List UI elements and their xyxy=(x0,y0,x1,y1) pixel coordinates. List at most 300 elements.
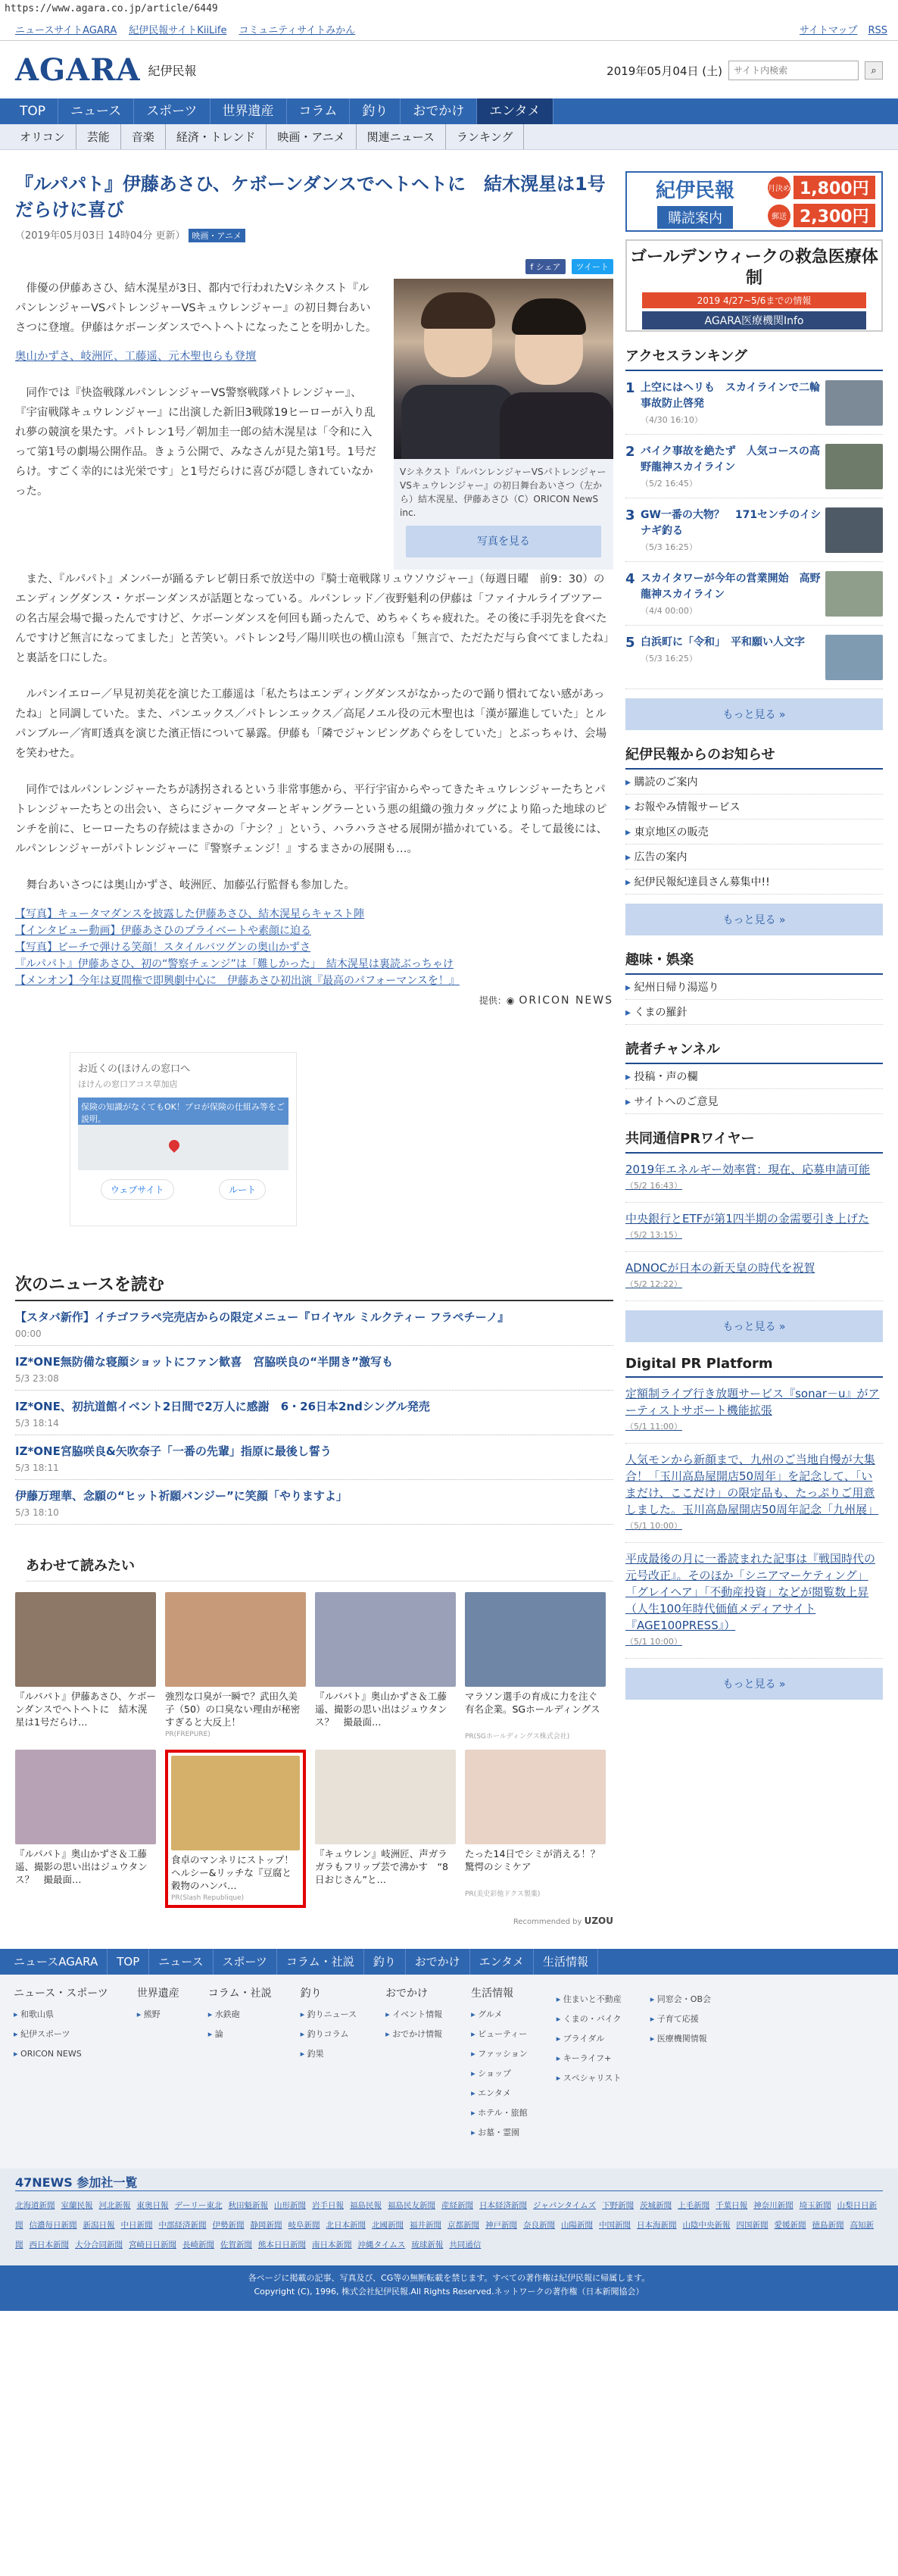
newspaper-link[interactable]: デーリー東北 xyxy=(174,2201,223,2210)
ranking-date: （5/3 16:25） xyxy=(641,542,697,552)
monthly-price: 1,800円 xyxy=(794,176,875,199)
recommend-title[interactable]: 『ルパパト』奥山かずさ＆工藤遥、撮影の思い出はジュウタンス？ 撮最面… xyxy=(15,1848,148,1885)
dpr-title[interactable]: 平成最後の月に一番読まれた記事は『戦国時代の元号改正』。そのほか「シニアマーケティング」「グレイヘア」「不動産投資」などが閲覧数上昇（人生100年時代価値メディアサイト『AGE100PRESS』） xyxy=(625,1552,876,1632)
photo-caption: Vシネクスト『ルパンレンジャーVSパトレンジャーVSキュウレンジャー』の初日舞台あいさつ（左から）結木滉星、伊藤あさひ（C）ORICON NewS inc. xyxy=(400,467,606,518)
next-news-heading: 次のニュースを読む xyxy=(15,1272,613,1301)
recommend-thumbnail[interactable] xyxy=(165,1592,306,1687)
footer-47news xyxy=(0,2169,898,2265)
newspaper-link[interactable]: 伊勢新聞 xyxy=(212,2221,245,2230)
newspaper-link[interactable]: 日本海新聞 xyxy=(637,2221,677,2230)
related-links xyxy=(15,906,613,989)
footer-link[interactable]: ▸ ビューティー xyxy=(471,2025,528,2044)
news-date: 00:00 xyxy=(15,1329,42,1339)
ranking-date: （4/4 00:00） xyxy=(641,606,697,616)
newspaper-link[interactable]: 共同通信 xyxy=(449,2240,482,2250)
footer-link[interactable]: ▸ ORICON NEWS xyxy=(14,2044,108,2064)
newspaper-link[interactable]: 中日新聞 xyxy=(120,2221,153,2230)
site-logo[interactable]: AGARA xyxy=(15,52,141,88)
top-links-bar xyxy=(0,18,898,41)
recommend-thumbnail[interactable] xyxy=(315,1750,456,1844)
ranking-thumbnail[interactable] xyxy=(825,444,883,489)
footer-link[interactable]: ▸ イベント情報 xyxy=(385,2005,442,2025)
kii-logo: 紀伊民報 xyxy=(655,179,734,202)
footer-column-heading: コラム・社説 xyxy=(207,1987,272,2000)
notice-link[interactable]: ▸ お報やみ情報サービス xyxy=(625,795,883,820)
ranking-text[interactable] xyxy=(641,507,825,552)
newspaper-link[interactable]: 宮崎日日新聞 xyxy=(129,2240,176,2250)
ranking-more-button[interactable]: もっと見る » xyxy=(625,698,883,730)
ranking-date: （5/2 16:45） xyxy=(641,479,697,489)
footer-link[interactable]: ▸ 紀伊スポーツ xyxy=(14,2025,108,2044)
footer-link[interactable]: ▸ 釣りニュース xyxy=(301,2005,357,2025)
next-news-section xyxy=(15,1272,613,1525)
hobby-box xyxy=(625,949,883,1025)
monthly-label: 月決め xyxy=(768,176,790,199)
reader-link[interactable]: ▸ サイトへのご意見 xyxy=(625,1089,883,1114)
newspaper-link[interactable]: 高知新聞 xyxy=(15,2221,874,2250)
ranking-item[interactable] xyxy=(625,371,883,435)
kyodo-box xyxy=(625,1128,883,1342)
top-link[interactable]: コミュニティサイトみかん xyxy=(239,25,356,36)
kyodo-date: （5/2 12:22） xyxy=(625,1279,682,1289)
footer-nav-item[interactable]: ニュース xyxy=(149,1949,213,1975)
news-item[interactable] xyxy=(15,1391,613,1435)
footer-link[interactable]: ▸ グルメ xyxy=(471,2005,528,2025)
reader-link[interactable]: ▸ 投稿・声の欄 xyxy=(625,1064,883,1089)
dpr-item[interactable] xyxy=(625,1378,883,1444)
article-paragraph: 俳優の伊藤あさひ、結木滉星が3日、都内で行われたVシネクスト『ルパンレンジャーVSパトレンジャーVSキュウレンジャー』の初日舞台あいさつに登壇。伊藤はケボーンダンスでヘトヘトになったことを明かした。 xyxy=(15,283,377,334)
recommend-heading: あわせて読みたい xyxy=(26,1555,613,1582)
url-bar: https://www.agara.co.jp/article/6449 xyxy=(5,3,218,14)
ranking-title[interactable]: GW一番の大物？ 171センチのイシナギ釣る xyxy=(641,509,822,537)
newspaper-link[interactable]: 室蘭民報 xyxy=(61,2201,93,2210)
recommend-thumbnail[interactable] xyxy=(15,1592,156,1687)
recommend-title[interactable]: 強烈な口臭が一瞬で？武田久美子（50）の口臭ない理由が秘密すぎると大反上！ xyxy=(165,1691,301,1728)
subnav-item[interactable]: 関連ニュース xyxy=(357,124,446,149)
hobby-link[interactable]: ▸ くまの羅針 xyxy=(625,1000,883,1025)
notice-heading: 紀伊民報からのお知らせ xyxy=(625,744,883,770)
related-link[interactable]: 【写真】ビーチで弾ける笑顔！スタイルバツグンの奥山かずさ xyxy=(15,941,311,954)
ranking-item[interactable] xyxy=(625,498,883,562)
search-icon[interactable]: ⌕ xyxy=(865,61,883,80)
footer-nav-item[interactable]: TOP xyxy=(108,1949,149,1975)
ranking-heading: アクセスランキング xyxy=(625,345,883,371)
top-right-link[interactable]: RSS xyxy=(868,25,887,36)
footer-column xyxy=(557,1985,622,2158)
newspaper-link[interactable]: 埼玉新聞 xyxy=(799,2201,831,2210)
footer-column-heading: 世界遺産 xyxy=(136,1987,179,2000)
footer-link[interactable]: ▸ 和歌山県 xyxy=(14,2005,108,2025)
footer-link[interactable]: ▸ ブライダル xyxy=(557,2029,622,2049)
footer-link[interactable]: ▸ 釣りコラム xyxy=(301,2025,357,2044)
newspaper-link[interactable]: 西日本新聞 xyxy=(29,2240,69,2250)
ranking-box xyxy=(625,345,883,730)
kyodo-item[interactable] xyxy=(625,1203,883,1252)
recommend-title[interactable]: 食卓のマンネリにストップ！ヘルシー&リッチな『豆腐と穀物のハンバ… xyxy=(171,1854,294,1891)
newspaper-link[interactable]: 中部経済新聞 xyxy=(158,2221,207,2230)
footer-column-heading: 釣り xyxy=(300,1987,322,2000)
ranking-thumbnail[interactable] xyxy=(825,635,883,680)
footer-link[interactable]: ▸ 熊野 xyxy=(137,2005,179,2025)
newspaper-link[interactable]: 岐阜新聞 xyxy=(288,2221,320,2230)
dpr-heading: Digital PR Platform xyxy=(625,1356,883,1378)
facebook-share-button[interactable]: f シェア xyxy=(525,259,565,274)
subnav-item[interactable]: ランキング xyxy=(446,124,525,149)
ad-website-button[interactable]: ウェブサイト xyxy=(101,1179,174,1200)
dpr-date: （5/1 10:00） xyxy=(625,1637,682,1647)
newspaper-link[interactable]: 岩手日報 xyxy=(312,2201,344,2210)
ranking-number: 4 xyxy=(625,571,635,587)
dpr-item[interactable] xyxy=(625,1444,883,1543)
subnav-item[interactable]: オリコン xyxy=(9,124,76,149)
footer-nav-item[interactable]: スポーツ xyxy=(214,1949,277,1975)
newspaper-link[interactable]: 福島民友新聞 xyxy=(388,2201,435,2210)
footer-link[interactable]: ▸ お墓・霊園 xyxy=(471,2123,528,2143)
notice-more-button[interactable]: もっと見る » xyxy=(625,904,883,935)
ranking-text[interactable] xyxy=(641,380,825,425)
newspaper-link[interactable]: ジャパンタイムズ xyxy=(533,2201,597,2210)
article-paragraph: 舞台あいさつには奥山かずさ、岐洲匠、加藤弘行監督も参加した。 xyxy=(26,879,355,891)
current-date: 2019年05月04日 (土) xyxy=(606,64,722,78)
newspaper-link[interactable]: 北國新聞 xyxy=(372,2221,404,2230)
article-paragraph: ルパンイエロー／早見初美花を演じた工藤遥は「私たちはエンディングダンスがなかったので踊り慣れてない感があったね」と同調していた。また、パンエックス／パトレンエックス／高尾ノエル役の元木聖也は「漢が羅進していた」とルパンブルー／宵町透真を演じた濱正悟について暴露。伊藤も「隣でジャンピングあぐらをしていた」とぶっちゃけ、会場を笑わせた。 xyxy=(15,688,606,760)
related-link[interactable]: 【インタビュー動画】伊藤あさひのプライベートや素顔に迫る xyxy=(15,925,312,937)
search-input[interactable] xyxy=(728,61,859,80)
newspaper-link[interactable]: 愛媛新聞 xyxy=(774,2221,806,2230)
news-title[interactable]: IZ*ONE、初抗道館イベント2日間で2万人に感謝 6・26日本2ndシングル発売 xyxy=(15,1400,430,1413)
news-item[interactable] xyxy=(15,1346,613,1391)
top-link[interactable]: ニュースサイトAGARA xyxy=(15,25,117,36)
newspaper-link[interactable]: 大分合同新聞 xyxy=(75,2240,123,2250)
dpr-more-button[interactable]: もっと見る » xyxy=(625,1668,883,1700)
footer-nav-item[interactable]: おでかけ xyxy=(406,1949,470,1975)
ranking-item[interactable] xyxy=(625,435,883,498)
subnav-item[interactable]: 経済・トレンド xyxy=(166,124,267,149)
ranking-number: 3 xyxy=(625,507,635,523)
newspaper-link[interactable]: 日本経済新聞 xyxy=(479,2201,527,2210)
emergency-info: AGARA医療機関Info xyxy=(642,311,866,329)
kyodo-item[interactable] xyxy=(625,1252,883,1301)
subscription-label: 購読案内 xyxy=(657,206,733,229)
recommend-title[interactable]: 『ルパパト』伊藤あさひ、ケボーンダンスでヘトヘトに 結木滉星は1号だらけ… xyxy=(15,1691,156,1728)
recommend-card[interactable] xyxy=(465,1750,606,1908)
notice-link[interactable]: ▸ 広告の案内 xyxy=(625,845,883,870)
footer-link[interactable]: ▸ おでかけ情報 xyxy=(385,2025,442,2044)
footer-link[interactable]: ▸ 住まいと不動産 xyxy=(557,1990,622,2009)
copyright xyxy=(0,2265,898,2311)
footer-link[interactable]: ▸ ホテル・旅館 xyxy=(471,2103,528,2123)
copyright-notice: 各ページに掲載の記事、写真及び、CG等の無断転載を禁じます。すべての著作権は紀伊民報に帰属します。 xyxy=(248,2273,650,2283)
footer-nav-item[interactable]: エンタメ xyxy=(470,1949,534,1975)
footer-link[interactable]: ▸ くまの・バイク xyxy=(557,2009,622,2029)
footer-link[interactable]: ▸ 同窓会・OB会 xyxy=(650,1990,711,2009)
article-figure xyxy=(394,279,613,570)
ranking-item[interactable] xyxy=(625,562,883,626)
site-logo-sub: 紀伊民報 xyxy=(148,63,197,78)
footer-column xyxy=(137,1985,179,2158)
recommend-credit: Recommended by UZOU xyxy=(513,1916,613,1926)
top-right-link[interactable]: サイトマップ xyxy=(799,25,858,36)
nav-item[interactable]: コラム xyxy=(287,98,351,124)
ranking-title[interactable]: スカイタワーが今年の営業開始 高野龍神スカイライン xyxy=(641,573,821,601)
recommend-thumbnail[interactable] xyxy=(465,1750,606,1844)
mail-price: 2,300円 xyxy=(794,204,875,227)
nav-item[interactable]: TOP xyxy=(8,98,58,124)
view-photo-button[interactable]: 写真を見る xyxy=(406,526,601,557)
hobby-link[interactable]: ▸ 紀州日帰り湯巡り xyxy=(625,975,883,1000)
subnav-item[interactable]: 映画・アニメ xyxy=(267,124,356,149)
newspaper-link[interactable]: 長崎新聞 xyxy=(182,2240,214,2250)
site-header xyxy=(0,41,898,98)
main-nav xyxy=(0,98,898,124)
footer-column xyxy=(301,1985,357,2158)
kyodo-heading: 共同通信PRワイヤー xyxy=(625,1128,883,1154)
footer-column xyxy=(208,1985,272,2158)
article-title: 『ルパパト』伊藤あさひ、ケボーンダンスでヘトヘトに 結木滉星は1号だらけに喜び xyxy=(15,173,606,220)
footer-nav xyxy=(0,1949,898,1975)
notice-box xyxy=(625,744,883,935)
recommend-section xyxy=(15,1555,613,1926)
ad-route-button[interactable]: ルート xyxy=(219,1179,266,1200)
newspaper-link[interactable]: 南日本新聞 xyxy=(312,2240,352,2250)
newspaper-link[interactable]: 山陽新聞 xyxy=(561,2221,593,2230)
newspaper-link[interactable]: 琉球新報 xyxy=(411,2240,444,2250)
kyodo-title[interactable]: 中央銀行とETFが第1四半期の金需要引き上げた xyxy=(625,1212,869,1226)
map-pin-icon xyxy=(167,1138,182,1153)
footer-link[interactable]: ▸ スペシャリスト xyxy=(557,2069,622,2088)
sub-nav xyxy=(0,124,898,150)
footer-nav-item[interactable]: ニュースAGARA xyxy=(5,1949,108,1975)
nav-item[interactable]: スポーツ xyxy=(134,98,210,124)
nav-item[interactable]: 釣り xyxy=(350,98,401,124)
dpr-title[interactable]: 定額制ライブ行き放題サービス『sonar－u』がアーティストサポート機能拡張 xyxy=(625,1387,880,1417)
ranking-thumbnail[interactable] xyxy=(825,380,883,426)
dpr-box xyxy=(625,1356,883,1700)
news-item[interactable] xyxy=(15,1435,613,1480)
sidebar xyxy=(625,150,883,1926)
top-links xyxy=(15,22,367,36)
ranking-number: 2 xyxy=(625,444,635,460)
recommend-card[interactable] xyxy=(315,1750,456,1908)
article-paragraph: 同作ではルパンレンジャーたちが誘拐されるという非常事態から、平行宇宙からやってきたキュウレンジャーたちとパトレンジャーたちとの出会い、さらにジャークマターとギャングラーという悪の組織の強力タッグにより陥った地球のピンチを前に、ヒーローたちの存続はまさかの「ナシ？」という、ハラハラさせる展開が描かれている。そして最後には、ルパンレンジャーがパトレンジャーに『警察チェンジ！』するまさかの展開も…。 xyxy=(15,784,608,855)
ranking-text[interactable] xyxy=(641,444,825,489)
dpr-item[interactable] xyxy=(625,1543,883,1659)
news-date: 5/3 18:14 xyxy=(15,1418,59,1429)
ranking-text[interactable] xyxy=(641,571,825,616)
twitter-share-button[interactable]: ツイート xyxy=(572,259,613,274)
news-title[interactable]: 伊藤万理華、念願の“ヒット祈願バンジー”に笑顔「やりますよ」 xyxy=(15,1489,348,1503)
subnav-item[interactable]: 芸能 xyxy=(76,124,121,149)
news-item[interactable] xyxy=(15,1480,613,1525)
ranking-title[interactable]: バイク事故を絶たず 人気コースの高野龍神スカイライン xyxy=(641,445,821,473)
footer-link[interactable]: ▸ ファッション xyxy=(471,2044,528,2064)
recommend-card[interactable] xyxy=(15,1592,156,1741)
newspaper-link[interactable]: 北日本新聞 xyxy=(326,2221,366,2230)
newspaper-link[interactable]: 山形新聞 xyxy=(274,2201,306,2210)
recommend-sponsor: PR(FREPURE) xyxy=(165,1731,210,1738)
mail-label: 郵送 xyxy=(768,205,790,227)
footer-nav-item[interactable]: コラム・社説 xyxy=(277,1949,364,1975)
newspaper-link[interactable]: 産経新聞 xyxy=(441,2201,473,2210)
footer-column xyxy=(650,1985,711,2158)
newspaper-link[interactable]: 東奥日報 xyxy=(136,2201,169,2210)
newspaper-link[interactable]: 北海道新聞 xyxy=(15,2201,55,2210)
article-date: （2019年05月03日 14時04分 更新） xyxy=(15,230,186,242)
kyodo-item[interactable] xyxy=(625,1154,883,1203)
ranking-thumbnail[interactable] xyxy=(825,571,883,617)
newspaper-link[interactable]: 四国新聞 xyxy=(736,2221,769,2230)
newspaper-link[interactable]: 千葉日報 xyxy=(716,2201,748,2210)
ranking-text[interactable] xyxy=(641,635,825,679)
newspaper-link[interactable]: 福島民報 xyxy=(350,2201,382,2210)
ad-subtitle: ほけんの窓口アコス草加店 xyxy=(78,1079,178,1089)
news-date: 5/3 23:08 xyxy=(15,1373,59,1384)
emergency-banner[interactable] xyxy=(625,239,883,332)
dpr-title[interactable]: 人気モンから新顔まで、九州のご当地自慢が大集合！「玉川高島屋開店50周年」を記念して、「いまだけ、ここだけ」の限定品も、たっぷりご用意しました。玉川高島屋開店50周年記念「九州展」 xyxy=(625,1453,879,1516)
ad-title: お近くの(ほけんの窓口へ xyxy=(78,1063,191,1075)
footer-link[interactable]: ▸ 医療機関情報 xyxy=(650,2029,711,2049)
article-meta xyxy=(15,227,613,242)
recommend-title[interactable]: たった14日でシミが消える！？驚愕のシミケア xyxy=(465,1848,600,1872)
emergency-dates: 2019 4/27~5/6までの情報 xyxy=(642,292,866,308)
footer-column-heading: ニュース・スポーツ xyxy=(14,1987,108,2000)
recommend-thumbnail[interactable] xyxy=(15,1750,156,1844)
news-title[interactable]: IZ*ONE宮脇咲良&矢吹奈子「一番の先輩」指原に最後し誓う xyxy=(15,1444,332,1458)
reader-box xyxy=(625,1038,883,1114)
footer-nav-item[interactable]: 釣り xyxy=(364,1949,406,1975)
dpr-date: （5/1 11:00） xyxy=(625,1422,682,1432)
newspaper-link[interactable]: 神戸新聞 xyxy=(485,2221,517,2230)
newspaper-link[interactable]: 茨城新聞 xyxy=(640,2201,672,2210)
footer-link[interactable]: ▸ 水鉄砲 xyxy=(208,2005,272,2025)
nav-item[interactable]: 世界遺産 xyxy=(210,98,287,124)
kyodo-date: （5/2 16:43） xyxy=(625,1181,682,1191)
dpr-date: （5/1 10:00） xyxy=(625,1521,682,1531)
newspaper-link[interactable]: 沖縄タイムス xyxy=(357,2240,406,2250)
newspaper-link[interactable]: 熊本日日新聞 xyxy=(258,2240,306,2250)
oricon-logo-icon: ◉ xyxy=(506,995,515,1006)
footer-link[interactable]: ▸ 釣果 xyxy=(301,2044,357,2064)
nav-item[interactable]: ニュース xyxy=(58,98,134,124)
footer-column xyxy=(385,1985,442,2158)
newspaper-link[interactable]: 河北新報 xyxy=(98,2201,131,2210)
newspaper-link[interactable]: 下野新聞 xyxy=(602,2201,635,2210)
related-link[interactable]: 【メンオン】今年は夏間権で即興劇中心に 伊藤あさひ初出演『最高のパフォーマンスを！』 xyxy=(15,975,460,987)
news-item[interactable] xyxy=(15,1301,613,1346)
footer-nav-item[interactable]: 生活情報 xyxy=(534,1949,598,1975)
recommend-card[interactable] xyxy=(15,1750,156,1908)
ranking-thumbnail[interactable] xyxy=(825,507,883,553)
newspaper-link[interactable]: 奈良新聞 xyxy=(523,2221,555,2230)
newspaper-link[interactable]: 福井新聞 xyxy=(410,2221,441,2230)
47news-heading: 47NEWS 参加社一覧 xyxy=(15,2173,883,2191)
newspaper-link[interactable]: 京都新聞 xyxy=(447,2221,479,2230)
news-title[interactable]: IZ*ONE無防備な寝顔ショットにファン歓喜 宮脇咲良の“半開き”激写も xyxy=(15,1355,393,1369)
ranking-title[interactable]: 上空にはヘリも スカイラインで二輪事故防止啓発 xyxy=(641,382,821,410)
newspaper-link[interactable]: 山陰中央新報 xyxy=(682,2221,731,2230)
article-photo[interactable] xyxy=(394,279,613,459)
recommend-card[interactable] xyxy=(315,1592,456,1741)
subnav-item[interactable]: 音楽 xyxy=(121,124,166,149)
news-date: 5/3 18:11 xyxy=(15,1463,59,1473)
footer-link[interactable]: ▸ 論 xyxy=(208,2025,272,2044)
recommend-sponsor: PR(Slash Republique) xyxy=(171,1894,245,1902)
recommend-title[interactable]: 『ルパパト』奥山かずさ＆工藤遥、撮影の思い出はジュウタンス？ 撮最面… xyxy=(315,1691,447,1728)
kyodo-more-button[interactable]: もっと見る » xyxy=(625,1310,883,1342)
recommend-thumbnail[interactable] xyxy=(171,1756,300,1850)
newspaper-link[interactable]: 静岡新聞 xyxy=(250,2221,282,2230)
news-title[interactable]: 【スタバ新作】イチゴフラペ完売店からの限定メニュー『ロイヤル ミルクティー フラペチーノ』 xyxy=(15,1310,510,1324)
newspaper-link[interactable]: 徳島新聞 xyxy=(812,2221,844,2230)
article-inline-link[interactable]: 奥山かずさ、岐洲匠、工藤遥、元木聖也らも登壇 xyxy=(15,351,257,363)
notice-link[interactable]: ▸ 東京地区の販売 xyxy=(625,820,883,845)
map-ad[interactable] xyxy=(70,1052,297,1226)
ranking-number: 1 xyxy=(625,380,635,396)
newspaper-link[interactable]: 新潟日報 xyxy=(83,2221,115,2230)
recommend-sponsor: PR(SGホールディングス株式会社) xyxy=(465,1733,570,1741)
recommend-card[interactable] xyxy=(165,1592,306,1741)
recommend-card[interactable] xyxy=(465,1592,606,1741)
footer-column xyxy=(471,1985,528,2158)
reader-heading: 読者チャンネル xyxy=(625,1038,883,1064)
footer-column xyxy=(14,1985,108,2158)
category-tag[interactable]: 映画・アニメ xyxy=(189,229,245,242)
news-date: 5/3 18:10 xyxy=(15,1507,59,1518)
newspaper-link[interactable]: 神奈川新聞 xyxy=(753,2201,794,2210)
ranking-date: （4/30 16:10） xyxy=(641,415,703,425)
nav-item[interactable]: おでかけ xyxy=(401,98,477,124)
recommend-thumbnail[interactable] xyxy=(465,1592,606,1687)
notice-link[interactable]: ▸ 紀伊民報紀達員さん募集中!! xyxy=(625,870,883,895)
footer-link[interactable]: ▸ エンタメ xyxy=(471,2084,528,2103)
nav-item[interactable]: エンタメ xyxy=(477,98,553,124)
newspaper-link[interactable]: 山梨日日新聞 xyxy=(15,2201,878,2230)
recommend-thumbnail[interactable] xyxy=(315,1592,456,1687)
related-link[interactable]: 【写真】キュータマダンスを披露した伊藤あさひ、結木滉星らキャスト陣 xyxy=(15,908,365,920)
article-paragraph: また、『ルパパト』メンバーが踊るテレビ朝日系で放送中の『騎士竜戦隊リュウソウジャー』（毎週日曜 前9：30）のエンディングダンス・ケボーンダンスが話題となっている。ルパンレッド／夜野魁利の伊藤は「ファイナルライブツアーの名古屋会場で撮ったんですけど、ケボーンダンスを何回も踊ったんで、めちゃくちゃ疲れた。その後に手羽先を食べたんですけど無言になってました」と苦笑い。パトレン2号／陽川咲也の横山涼も「無言で、ただただ与ら食べてましたね」と裏話を口にした。 xyxy=(15,573,610,664)
article-paragraph: 同作では『快盗戦隊ルパンレンジャーVS警察戦隊パトレンジャー』、『宇宙戦隊キュウレンジャー』に出演した新旧3戦隊19ヒーローが入り乱れ夢の競演を果たす。パトレン1号／朝加圭一郎の結木滉星は「令和に入って第1号の劇場公開作品。きょう公開で、みなさんが見た第1号。1号だらけ。すごく幸的には光栄です」と1号だらけに喜びが隠しきれていなかった。 xyxy=(15,387,376,498)
newspaper-link[interactable]: 佐賀新聞 xyxy=(220,2240,252,2250)
recommend-card[interactable] xyxy=(165,1750,306,1908)
footer-link[interactable]: ▸ キーライフ+ xyxy=(557,2049,622,2069)
newspaper-link[interactable]: 秋田魁新報 xyxy=(228,2201,268,2210)
related-link[interactable]: 『ルパパト』伊藤あさひ、初の“警察チェンジ”は「難しかった」 結木滉星は裏読ぶっちゃけ xyxy=(15,958,454,970)
newspaper-link[interactable]: 信濃毎日新聞 xyxy=(29,2221,77,2230)
footer-column-heading: 生活情報 xyxy=(471,1987,514,2000)
hobby-heading: 趣味・娯楽 xyxy=(625,949,883,975)
article-column xyxy=(15,150,613,1926)
newspaper-link[interactable]: 上毛新聞 xyxy=(678,2201,710,2210)
emergency-title: ゴールデンウィークの救急医療体制 xyxy=(630,248,878,288)
kyodo-title[interactable]: 2019年エネルギー効率賞：現在、応募申請可能 xyxy=(625,1163,871,1176)
footer-link[interactable]: ▸ 子育て応援 xyxy=(650,2009,711,2029)
ad-map[interactable] xyxy=(78,1098,288,1170)
top-link[interactable]: 紀伊民報サイトKiiLife xyxy=(129,25,227,36)
ranking-item[interactable] xyxy=(625,626,883,689)
recommend-title[interactable]: 『キュウレン』岐洲匠、声ガラガラもフリップ芸で沸かす “8日おじさん”と… xyxy=(315,1848,448,1885)
ranking-title[interactable]: 白浜町に「令和」 平和願い人文字 xyxy=(641,636,805,648)
notice-link[interactable]: ▸ 購読のご案内 xyxy=(625,770,883,795)
kyodo-title[interactable]: ADNOCが日本の新天皇の時代を祝賀 xyxy=(625,1261,815,1275)
footer-link[interactable]: ▸ ショップ xyxy=(471,2064,528,2084)
newspaper-link[interactable]: 中国新聞 xyxy=(599,2221,631,2230)
copyright-line: Copyright (C), 1996, 株式会社紀伊民報.All Rights Reserved.ネットワークの著作権（日本新聞協会） xyxy=(254,2287,644,2297)
subscription-banner[interactable] xyxy=(625,171,883,232)
recommend-title[interactable]: マラソン選手の育成に力を注ぐ有名企業。SGホールディングス xyxy=(465,1691,600,1715)
top-right-links xyxy=(789,22,887,36)
footer-columns xyxy=(0,1975,898,2169)
recommend-sponsor: PR(美史彩他ドクス製薬) xyxy=(465,1891,541,1898)
